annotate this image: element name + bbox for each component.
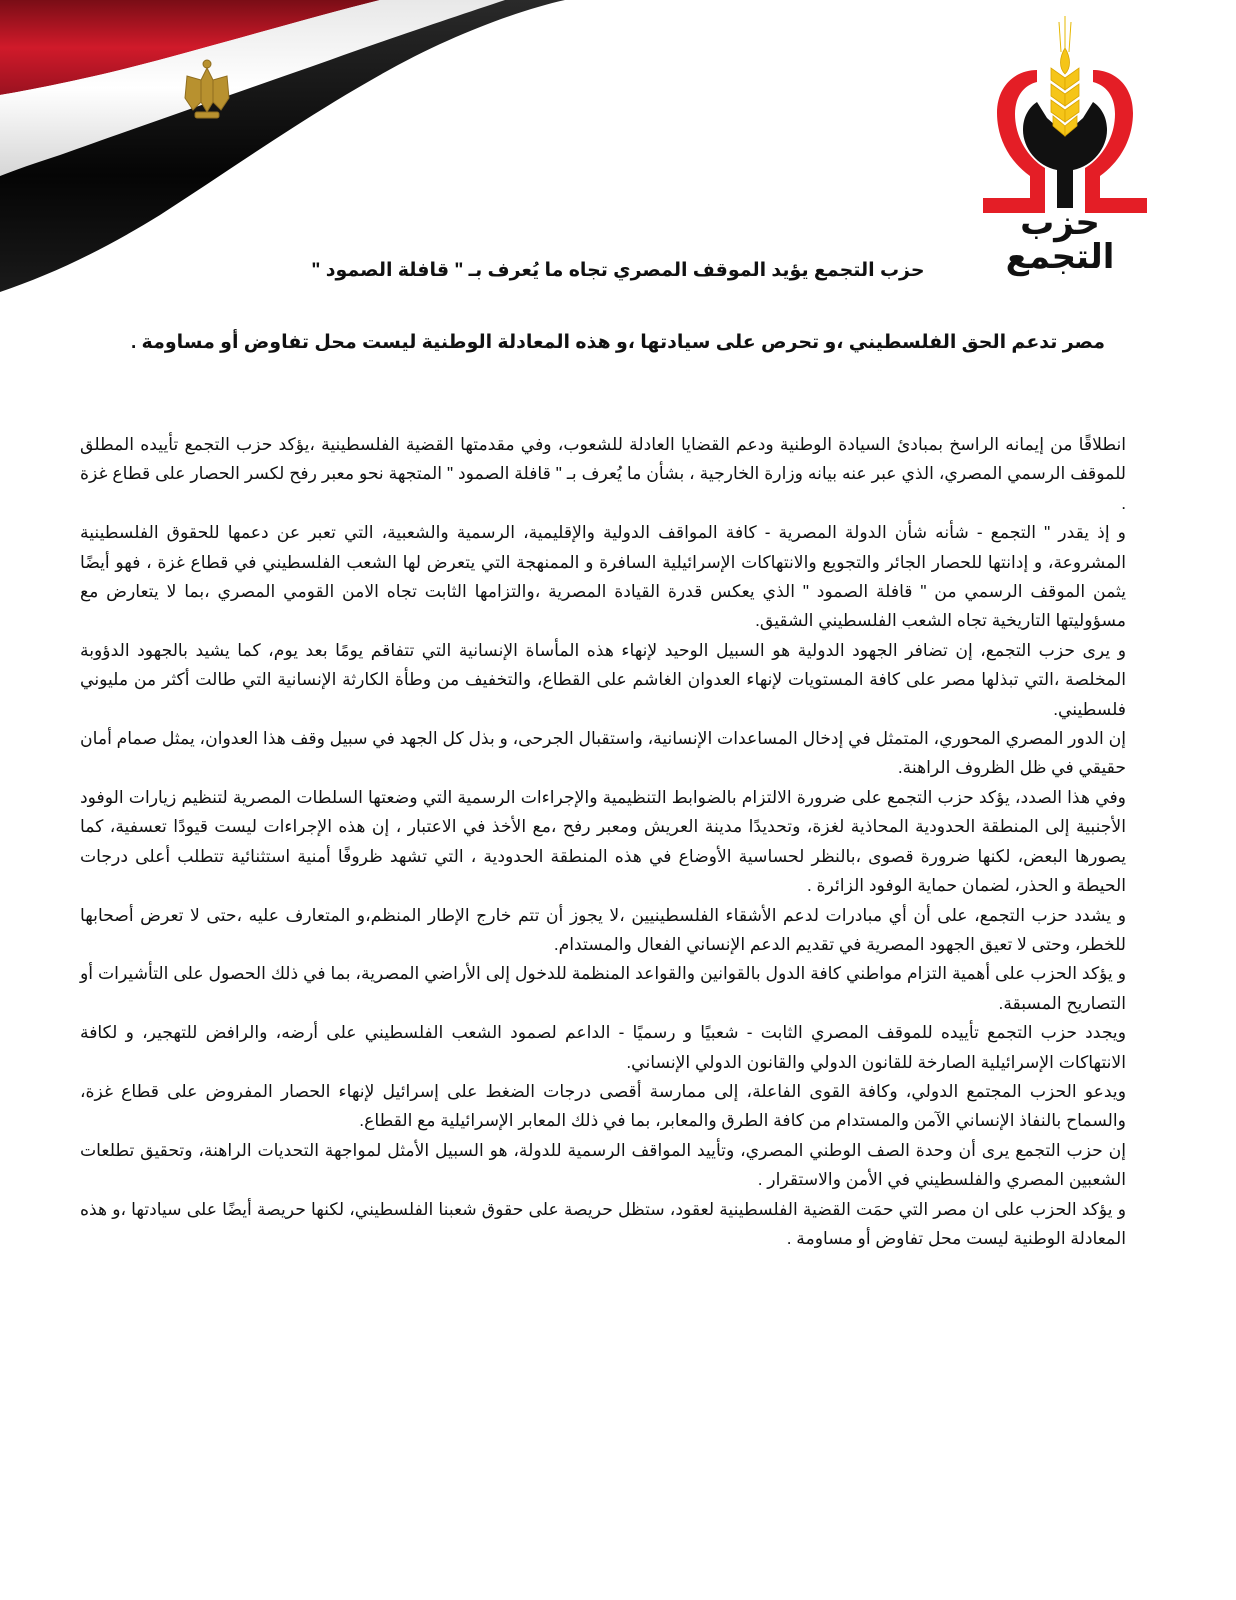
document-title: حزب التجمع يؤيد الموقف المصري تجاه ما يُعرف بـ " قافلة الصمود " xyxy=(311,260,925,281)
statement-body xyxy=(80,430,1126,1253)
paragraph: ويجدد حزب التجمع تأييده للموقف المصري الثابت - شعبيًا و رسميًا - الداعم لصمود الشعب الفلسطيني على أرضه، والرافض للتهجير، و لكافة الانتهاكات الإسرائيلية الصارخة للقانون الدولي والقانون الدولي الإنساني. xyxy=(80,1022,1126,1072)
document-subtitle: مصر تدعم الحق الفلسطيني ،و تحرص على سيادتها ،و هذه المعادلة الوطنية ليست محل تفاوض أو مساومة . xyxy=(130,332,1105,353)
paragraph: و يؤكد الحزب على ان مصر التي حمَت القضية الفلسطينية لعقود، ستظل حريصة على حقوق شعبنا الفلسطيني، لكنها حريصة أيضًا على سيادتها ،و هذه المعادلة الوطنية ليست محل تفاوض أو مساومة . xyxy=(80,1198,1126,1248)
paragraph: انطلاقًا من إيمانه الراسخ بمبادئ السيادة الوطنية ودعم القضايا العادلة للشعوب، وفي مقدمتها القضية الفلسطينية ،يؤكد حزب التجمع تأييده المطلق للموقف الرسمي المصري، الذي عبر عنه بيانه وزارة الخارجية ، بشأن ما يُعرف بـ " قافلة الصمود " المتجهة نحو معبر رفح لكسر الحصار على قطاع غزة . xyxy=(80,434,1126,513)
paragraph: إن حزب التجمع يرى أن وحدة الصف الوطني المصري، وتأييد المواقف الرسمية للدولة، هو السبيل الأمثل لمواجهة التحديات الراهنة، وتحقيق تطلعات الشعبين المصري والفلسطيني في الأمن والاستقرار . xyxy=(80,1139,1126,1190)
party-logo-text: حزب التجمع xyxy=(1005,204,1115,276)
paragraph: و يرى حزب التجمع، إن تضافر الجهود الدولية هو السبيل الوحيد لإنهاء هذه المأساة الإنسانية التي تتفاقم يومًا بعد يوم، كما يشيد بالجهود الدؤوبة المخلصة ،التي تبذلها مصر على كافة المستويات لإنهاء العدوان الغاشم على القطاع، والتخفيف من وطأة الكارثة الإنسانية التي طالت أكثر من مليوني فلسطيني. xyxy=(80,639,1126,719)
egypt-flag-icon xyxy=(0,0,580,300)
paragraph: ويدعو الحزب المجتمع الدولي، وكافة القوى الفاعلة، إلى ممارسة أقصى درجات الضغط على إسرائيل لإنهاء الحصار المفروض على قطاع غزة، والسماح بالنفاذ الإنساني الآمن والمستدام من كافة الطرق والمعابر، بما في ذلك المعابر الإسرائيلية مع القطاع. xyxy=(80,1080,1126,1131)
paragraph: و يؤكد الحزب على أهمية التزام مواطني كافة الدول بالقوانين والقواعد المنظمة للدخول إلى الأراضي المصرية، بما في ذلك الحصول على التأشيرات أو التصاريح المسبقة. xyxy=(80,963,1126,1013)
paragraph: و يشدد حزب التجمع، على أن أي مبادرات لدعم الأشقاء الفلسطينيين ،لا يجوز أن تتم خارج الإطار المنظم،و المتعارف عليه ،حتى لا تعرض أصحابها للخطر، وحتى لا تعيق الجهود المصرية في تقديم الدعم الإنساني الفعال والمستدام. xyxy=(80,904,1126,954)
paragraph: إن الدور المصري المحوري، المتمثل في إدخال المساعدات الإنسانية، واستقبال الجرحى، و بذل كل الجهد في سبيل وقف هذا العدوان، يمثل صمام أمان حقيقي في ظل الظروف الراهنة. xyxy=(80,728,1126,778)
paragraph: و إذ يقدر " التجمع - شأنه شأن الدولة المصرية - كافة المواقف الدولية والإقليمية، الرسمية والشعبية، التي تعبر عن دعمها للحقوق الفلسطينية المشروعة، و إدانتها للحصار الجائر والتجويع والانتهاكات الإسرائيلية السافرة و الممنهجة التي يتعرض لها الشعب الفلسطيني في قطاع غزة ، فهو أيضًا يثمن الموقف الرسمي من " قافلة الصمود " الذي يعكس قدرة القيادة المصرية ،والتزامها الثابت تجاه الامن القومي المصري ،بما لا يتعارض مع مسؤوليتها التاريخية تجاه الشعب الفلسطيني الشقيق. xyxy=(80,522,1126,631)
paragraph: وفي هذا الصدد، يؤكد حزب التجمع على ضرورة الالتزام بالضوابط التنظيمية والإجراءات الرسمية التي وضعتها السلطات المصرية لتنظيم زيارات الوفود الأجنبية إلى المنطقة الحدودية المحاذية لغزة، وتحديدًا مدينة العريش ومعبر رفح ،مع الأخذ في الاعتبار ، إن هذه الإجراءات ليست قيودًا تعسفية، كما يصورها البعض، لكنها ضرورة قصوى ،بالنظر لحساسية الأوضاع في هذه المنطقة الحدودية ، التي تشهد ظروفًا أمنية استثنائية تتطلب أعلى درجات الحيطة و الحذر، لضمان حماية الوفود الزائرة . xyxy=(80,786,1126,896)
